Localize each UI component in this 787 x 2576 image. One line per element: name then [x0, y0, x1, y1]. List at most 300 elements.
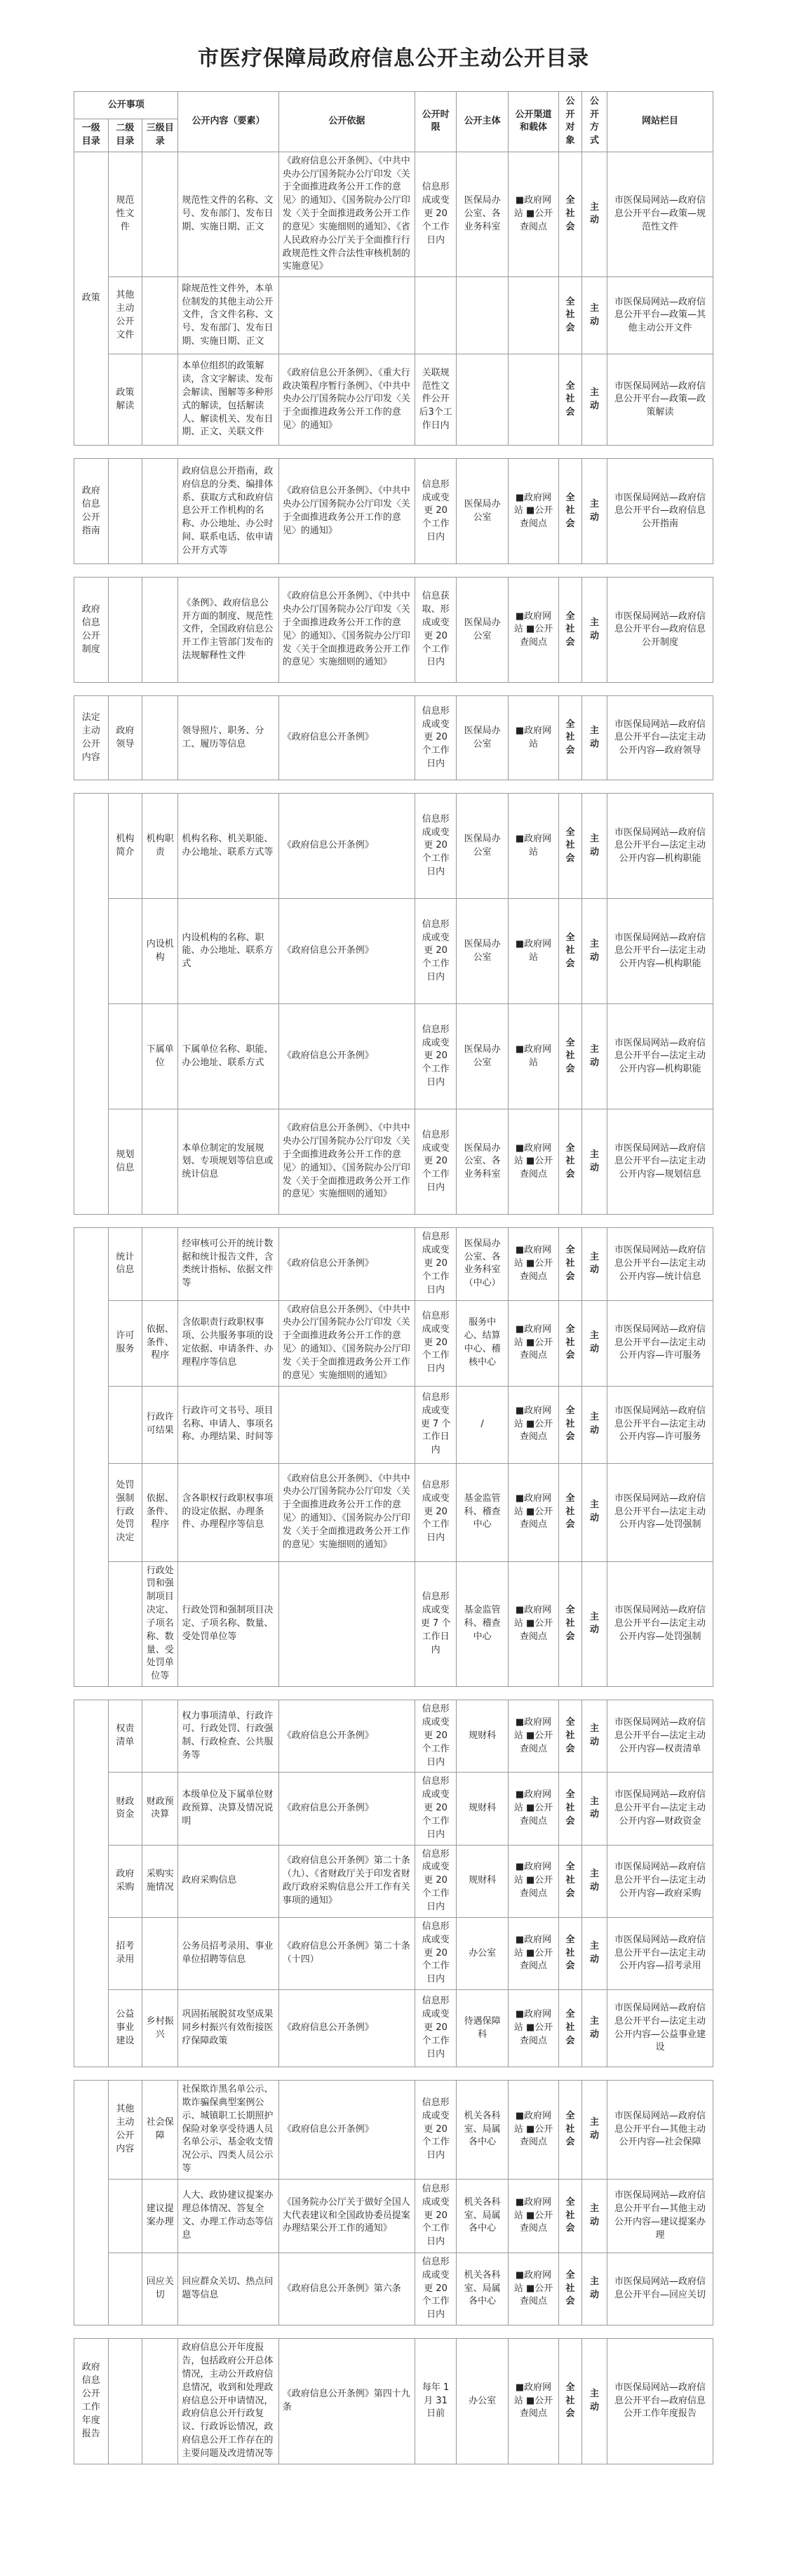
channel-cell: ■政府网站	[509, 794, 559, 899]
mode-cell: 主动	[582, 1990, 607, 2067]
basis-cell: 《政府信息公开条例》	[278, 1773, 415, 1845]
catalog-body	[74, 152, 713, 2464]
subject-cell: 服务中心、结算中心、稽核中心	[457, 1300, 509, 1386]
column-cell: 市医保局网站—政府信息公开平台—政府信息公开工作年度报告	[607, 2339, 713, 2464]
time-limit-cell: 信息形成或变更 20 个工作日内	[415, 899, 457, 1004]
level3-cell: 内设机构	[142, 899, 178, 1004]
level1-cell: 政策	[74, 152, 109, 446]
column-cell: 市医保局网站—政府信息公开平台—回应关切	[607, 2253, 713, 2325]
header-time-limit: 公开时限	[415, 92, 457, 152]
table-row	[74, 1561, 713, 1687]
table-row	[74, 277, 713, 354]
level1-cell: 政府信息公开指南	[74, 459, 109, 564]
basis-cell: 《政府信息公开条例》、《中共中央办公厅国务院办公厅印发〈关于全面推进政务公开工作的意见〉的通知》、《国务院办公厅印发〈关于全面推进政务公开工作的意见〉实施细则的通知》	[278, 1300, 415, 1386]
level1-cell	[74, 794, 109, 1215]
subject-cell: 医保局办公室	[457, 794, 509, 899]
time-limit-cell: 信息形成或变更 20 个工作日内	[415, 1463, 457, 1561]
level2-cell	[108, 899, 142, 1004]
column-cell: 市医保局网站—政府信息公开平台—法定主动公开内容—处罚强制	[607, 1463, 713, 1561]
level2-cell: 其他主动公开内容	[108, 2081, 142, 2180]
basis-cell: 《政府信息公开条例》第六条	[278, 2253, 415, 2325]
target-cell: 全社会	[558, 1773, 581, 1845]
mode-cell: 主动	[582, 2081, 607, 2180]
header-content: 公开内容（要素）	[178, 92, 278, 152]
subject-cell: 医保局办公室	[457, 696, 509, 780]
basis-cell: 《政府信息公开条例》	[278, 1004, 415, 1109]
table-row	[74, 1386, 713, 1463]
channel-cell: ■政府网站 ■公开查阅点	[509, 578, 559, 683]
time-limit-cell: 信息形成或变更 20 个工作日内	[415, 1004, 457, 1109]
table-row	[74, 1004, 713, 1109]
subject-cell: 医保局办公室	[457, 1004, 509, 1109]
target-cell: 全社会	[558, 1004, 581, 1109]
time-limit-cell: 信息形成或变更 20 个工作日内	[415, 696, 457, 780]
mode-cell: 主动	[582, 152, 607, 277]
level2-cell: 公益事业建设	[108, 1990, 142, 2067]
header-column: 网站栏目	[607, 92, 713, 152]
subject-cell: 医保局办公室	[457, 578, 509, 683]
content-cell: 人大、政协建议提案办理总体情况、答复全文、办理工作动态等信息	[178, 2179, 278, 2253]
level2-cell	[108, 2339, 142, 2464]
level3-cell	[142, 354, 178, 446]
subject-cell: 医保局办公室、各业务科室	[457, 152, 509, 277]
mode-cell: 主动	[582, 578, 607, 683]
subject-cell: 医保局办公室	[457, 459, 509, 564]
separator-cell	[74, 564, 713, 578]
basis-cell: 《政府信息公开条例》	[278, 899, 415, 1004]
section-separator	[74, 446, 713, 459]
level2-cell	[108, 2253, 142, 2325]
subject-cell: 机关各科室、局属各中心	[457, 2253, 509, 2325]
subject-cell: 医保局办公室、各业务科室	[457, 1109, 509, 1215]
basis-cell: 《政府信息公开条例》第二十条（九）、《省财政厅关于印发省财政厅政府采购信息公开工作有关事项的通知》	[278, 1845, 415, 1917]
content-cell: 本级单位及下属单位财政预算、决算及情况说明	[178, 1773, 278, 1845]
time-limit-cell: 信息形成或变更 20 个工作日内	[415, 1228, 457, 1300]
level3-cell: 下属单位	[142, 1004, 178, 1109]
mode-cell: 主动	[582, 1386, 607, 1463]
level3-cell	[142, 2339, 178, 2464]
time-limit-cell: 信息形成或变更 7 个工作日内	[415, 1386, 457, 1463]
level2-cell: 许可服务	[108, 1300, 142, 1386]
time-limit-cell: 信息形成或变更 20 个工作日内	[415, 1700, 457, 1773]
table-row	[74, 578, 713, 683]
basis-cell: 《政府信息公开条例》第二十条（十四）	[278, 1917, 415, 1989]
level1-cell: 法定主动公开内容	[74, 696, 109, 780]
channel-cell: ■政府网站 ■公开查阅点	[509, 1561, 559, 1687]
content-cell: 行政许可文书号、项目名称、申请人、事项名称、办理结果、时间等	[178, 1386, 278, 1463]
basis-cell: 《政府信息公开条例》	[278, 794, 415, 899]
level1-cell: 政府信息公开工作年度报告	[74, 2339, 109, 2464]
target-cell: 全社会	[558, 1845, 581, 1917]
level3-cell: 回应关切	[142, 2253, 178, 2325]
page-title: 市医疗保障局政府信息公开主动公开目录	[198, 46, 589, 71]
table-row	[74, 459, 713, 564]
basis-cell: 《政府信息公开条例》、《中共中央办公厅国务院办公厅印发〈关于全面推进政务公开工作的意见〉的通知》、《国务院办公厅印发〈关于全面推进政务公开工作的意见〉实施细则的通知》	[278, 1463, 415, 1561]
level2-cell: 其他主动公开文件	[108, 277, 142, 354]
mode-cell: 主动	[582, 1561, 607, 1687]
level2-cell	[108, 459, 142, 564]
table-row	[74, 2253, 713, 2325]
content-cell: 政府采购信息	[178, 1845, 278, 1917]
time-limit-cell: 信息形成或变更 20 个工作日内	[415, 1773, 457, 1845]
level3-cell: 机构职责	[142, 794, 178, 899]
header-level2: 二级目录	[108, 119, 142, 152]
target-cell: 全社会	[558, 1917, 581, 1989]
content-cell: 公务员招考录用、事业单位招聘等信息	[178, 1917, 278, 1989]
column-cell: 市医保局网站—政府信息公开平台—其他主动公开内容—社会保障	[607, 2081, 713, 2180]
column-cell: 市医保局网站—政府信息公开平台—法定主动公开内容—机构职能	[607, 899, 713, 1004]
level1-cell	[74, 1228, 109, 1687]
column-cell: 市医保局网站—政府信息公开平台—法定主动公开内容—处罚强制	[607, 1561, 713, 1687]
target-cell: 全社会	[558, 696, 581, 780]
basis-cell	[278, 1561, 415, 1687]
mode-cell: 主动	[582, 1773, 607, 1845]
mode-cell: 主动	[582, 1004, 607, 1109]
time-limit-cell: 信息形成或变更 20 个工作日内	[415, 1917, 457, 1989]
column-cell: 市医保局网站—政府信息公开平台—法定主动公开内容—招考录用	[607, 1917, 713, 1989]
target-cell: 全社会	[558, 899, 581, 1004]
column-cell: 市医保局网站—政府信息公开平台—法定主动公开内容—机构职能	[607, 1004, 713, 1109]
column-cell: 市医保局网站—政府信息公开平台—法定主动公开内容—政府领导	[607, 696, 713, 780]
column-cell: 市医保局网站—政府信息公开平台—政策—其他主动公开文件	[607, 277, 713, 354]
subject-cell	[457, 354, 509, 446]
basis-cell	[278, 1386, 415, 1463]
content-cell: 本单位组织的政策解读，含文字解读、发布会解读、图解等多种形式的解读，包括解读人、解读机关、发布日期、正文、关联文件	[178, 354, 278, 446]
level2-cell: 财政资金	[108, 1773, 142, 1845]
mode-cell: 主动	[582, 1845, 607, 1917]
level2-cell: 权责清单	[108, 1700, 142, 1773]
time-limit-cell: 信息形成或变更 20 个工作日内	[415, 1300, 457, 1386]
column-cell: 市医保局网站—政府信息公开平台—法定主动公开内容—统计信息	[607, 1228, 713, 1300]
time-limit-cell: 信息形成或变更 20 个工作日内	[415, 152, 457, 277]
mode-cell: 主动	[582, 354, 607, 446]
separator-cell	[74, 1687, 713, 1700]
subject-cell: 医保局办公室、各业务科室（中心）	[457, 1228, 509, 1300]
level3-cell	[142, 578, 178, 683]
content-cell: 内设机构的名称、职能、办公地址、联系方式	[178, 899, 278, 1004]
target-cell: 全社会	[558, 1228, 581, 1300]
column-cell: 市医保局网站—政府信息公开平台—法定主动公开内容—财政资金	[607, 1773, 713, 1845]
subject-cell: 医保局办公室	[457, 899, 509, 1004]
column-cell: 市医保局网站—政府信息公开平台—政府信息公开制度	[607, 578, 713, 683]
header-mode: 公开方式	[582, 92, 607, 152]
subject-cell: /	[457, 1386, 509, 1463]
target-cell: 全社会	[558, 1109, 581, 1215]
column-cell: 市医保局网站—政府信息公开平台—法定主动公开内容—机构职能	[607, 794, 713, 899]
channel-cell: ■政府网站	[509, 1004, 559, 1109]
content-cell: 社保欺诈黑名单公示、欺诈骗保典型案例公示、城镇职工长期照护保险对象享受待遇人员名单公示、基金收支情况公示、四类人员公示等	[178, 2081, 278, 2180]
table-row	[74, 152, 713, 277]
level3-cell: 财政预决算	[142, 1773, 178, 1845]
header-target: 公开对象	[558, 92, 581, 152]
channel-cell: ■政府网站 ■公开查阅点	[509, 1386, 559, 1463]
channel-cell: ■政府网站 ■公开查阅点	[509, 2179, 559, 2253]
level2-cell	[108, 1386, 142, 1463]
target-cell: 全社会	[558, 794, 581, 899]
content-cell: 行政处罚和强制项目决定、子项名称、数量、受处罚单位等	[178, 1561, 278, 1687]
table-row	[74, 1700, 713, 1773]
basis-cell	[278, 277, 415, 354]
level2-cell	[108, 1561, 142, 1687]
separator-cell	[74, 780, 713, 794]
content-cell: 领导照片、职务、分工、履历等信息	[178, 696, 278, 780]
section-separator	[74, 2325, 713, 2339]
mode-cell: 主动	[582, 1109, 607, 1215]
mode-cell: 主动	[582, 1228, 607, 1300]
content-cell: 经审核可公开的统计数据和统计报告文件，含类统计指标、依据文件等	[178, 1228, 278, 1300]
basis-cell: 《政府信息公开条例》、《重大行政决策程序暂行条例》、《中共中央办公厅国务院办公厅印发〈关于全面推进政务公开工作的意见〉的通知》	[278, 354, 415, 446]
disclosure-catalog-table	[74, 91, 713, 2464]
level3-cell	[142, 1700, 178, 1773]
mode-cell: 主动	[582, 2339, 607, 2464]
section-separator	[74, 1215, 713, 1228]
column-cell: 市医保局网站—政府信息公开平台—其他主动公开内容—建议提案办理	[607, 2179, 713, 2253]
level2-cell: 政府领导	[108, 696, 142, 780]
separator-cell	[74, 446, 713, 459]
channel-cell: ■政府网站 ■公开查阅点	[509, 1228, 559, 1300]
target-cell: 全社会	[558, 1561, 581, 1687]
level3-cell	[142, 152, 178, 277]
level3-cell	[142, 1228, 178, 1300]
column-cell: 市医保局网站—政府信息公开平台—法定主动公开内容—许可服务	[607, 1300, 713, 1386]
target-cell: 全社会	[558, 2081, 581, 2180]
level1-cell	[74, 1700, 109, 2067]
level2-cell	[108, 2179, 142, 2253]
level2-cell: 处罚强制行政处罚决定	[108, 1463, 142, 1561]
subject-cell: 规财科	[457, 1773, 509, 1845]
channel-cell	[509, 354, 559, 446]
table-row	[74, 1917, 713, 1989]
separator-cell	[74, 2067, 713, 2081]
target-cell: 全社会	[558, 459, 581, 564]
level1-cell	[74, 2081, 109, 2325]
basis-cell: 《政府信息公开条例》	[278, 1228, 415, 1300]
content-cell: 政府信息公开指南，政府信息的分类、编排体系、获取方式和政府信息公开工作机构的名称、办公地址、办公时间、联系电话、依申请公开方式等	[178, 459, 278, 564]
channel-cell: ■政府网站	[509, 696, 559, 780]
subject-cell: 基金监管科、稽查中心	[457, 1561, 509, 1687]
column-cell: 市医保局网站—政府信息公开平台—法定主动公开内容—许可服务	[607, 1386, 713, 1463]
target-cell: 全社会	[558, 1300, 581, 1386]
column-cell: 市医保局网站—政府信息公开平台—政策—政策解读	[607, 354, 713, 446]
content-cell: 权力事项清单、行政许可、行政处罚、行政强制、行政检查、公共服务等	[178, 1700, 278, 1773]
basis-cell: 《政府信息公开条例》	[278, 696, 415, 780]
level3-cell: 采购实施情况	[142, 1845, 178, 1917]
table-row	[74, 1463, 713, 1561]
time-limit-cell: 信息形成或变更 20 个工作日内	[415, 459, 457, 564]
basis-cell: 《政府信息公开条例》第四十九条	[278, 2339, 415, 2464]
table-row	[74, 2339, 713, 2464]
table-row	[74, 794, 713, 899]
level3-cell	[142, 696, 178, 780]
mode-cell: 主动	[582, 1463, 607, 1561]
mode-cell: 主动	[582, 1300, 607, 1386]
target-cell: 全社会	[558, 1990, 581, 2067]
column-cell: 市医保局网站—政府信息公开平台—法定主动公开内容—规划信息	[607, 1109, 713, 1215]
target-cell: 全社会	[558, 2253, 581, 2325]
column-cell: 市医保局网站—政府信息公开平台—法定主动公开内容—政府采购	[607, 1845, 713, 1917]
level3-cell: 社会保障	[142, 2081, 178, 2180]
content-cell: 下属单位名称、职能、办公地址、联系方式	[178, 1004, 278, 1109]
basis-cell: 《国务院办公厅关于做好全国人大代表建议和全国政协委员提案办理结果公开工作的通知》	[278, 2179, 415, 2253]
target-cell: 全社会	[558, 578, 581, 683]
level3-cell	[142, 1917, 178, 1989]
content-cell: 《条例》、政府信息公开方面的制度、规范性文件，全国政府信息公开工作主管部门发布的法规解释性文件	[178, 578, 278, 683]
level2-cell	[108, 1004, 142, 1109]
channel-cell: ■政府网站 ■公开查阅点	[509, 2253, 559, 2325]
table-row	[74, 1845, 713, 1917]
column-cell: 市医保局网站—政府信息公开平台—政府信息公开指南	[607, 459, 713, 564]
subject-cell: 机关各科室、局属各中心	[457, 2179, 509, 2253]
level2-cell	[108, 578, 142, 683]
column-cell: 市医保局网站—政府信息公开平台—法定主动公开内容—公益事业建设	[607, 1990, 713, 2067]
level3-cell: 行政许可结果	[142, 1386, 178, 1463]
channel-cell: ■政府网站 ■公开查阅点	[509, 459, 559, 564]
level2-cell: 政策解读	[108, 354, 142, 446]
channel-cell: ■政府网站 ■公开查阅点	[509, 1917, 559, 1989]
separator-cell	[74, 2325, 713, 2339]
channel-cell: ■政府网站	[509, 899, 559, 1004]
table-row	[74, 1228, 713, 1300]
level3-cell: 建议提案办理	[142, 2179, 178, 2253]
time-limit-cell	[415, 277, 457, 354]
subject-cell	[457, 277, 509, 354]
subject-cell: 待遇保障科	[457, 1990, 509, 2067]
content-cell: 含各职权行政职权事项的设定依据、办理条件、办理程序等信息	[178, 1463, 278, 1561]
section-separator	[74, 1687, 713, 1700]
channel-cell: ■政府网站 ■公开查阅点	[509, 1109, 559, 1215]
column-cell: 市医保局网站—政府信息公开平台—政策—规范性文件	[607, 152, 713, 277]
content-cell: 含依职责行政职权事项、公共服务事项的设定依据、申请条件、办理程序等信息	[178, 1300, 278, 1386]
content-cell: 政府信息公开年度报告，包括政府公开总体情况，主动公开政府信息情况，收到和处理政府信息公开申请情况，政府信息公开行政复议、行政诉讼情况，政府信息公开工作存在的主要问题及改进情况等	[178, 2339, 278, 2464]
section-separator	[74, 564, 713, 578]
channel-cell: ■政府网站 ■公开查阅点	[509, 1845, 559, 1917]
time-limit-cell: 信息形成或变更 20 个工作日内	[415, 1109, 457, 1215]
content-cell: 本单位制定的发展规划、专项规划等信息或统计信息	[178, 1109, 278, 1215]
time-limit-cell: 每年 1 月 31 日前	[415, 2339, 457, 2464]
level2-cell: 政府采购	[108, 1845, 142, 1917]
time-limit-cell: 信息形成或变更 20 个工作日内	[415, 1990, 457, 2067]
subject-cell: 办公室	[457, 2339, 509, 2464]
time-limit-cell: 信息形成或变更 20 个工作日内	[415, 1845, 457, 1917]
time-limit-cell: 信息形成或变更 20 个工作日内	[415, 2081, 457, 2180]
header-public-item: 公开事项	[74, 92, 178, 119]
content-cell: 巩固拓展脱贫攻坚成果同乡村振兴有效衔接医疗保障政策	[178, 1990, 278, 2067]
content-cell: 规范性文件的名称、文号、发布部门、发布日期、实施日期、正文	[178, 152, 278, 277]
channel-cell: ■政府网站 ■公开查阅点	[509, 1463, 559, 1561]
subject-cell: 规财科	[457, 1700, 509, 1773]
table-row	[74, 2081, 713, 2180]
mode-cell: 主动	[582, 794, 607, 899]
level3-cell: 行政处罚和强制项目决定、子项名称、数量、受处罚单位等	[142, 1561, 178, 1687]
table-row	[74, 1773, 713, 1845]
mode-cell: 主动	[582, 2179, 607, 2253]
mode-cell: 主动	[582, 459, 607, 564]
time-limit-cell: 信息形成或变更 7 个工作日内	[415, 1561, 457, 1687]
subject-cell: 规财科	[457, 1845, 509, 1917]
mode-cell: 主动	[582, 2253, 607, 2325]
separator-cell	[74, 1215, 713, 1228]
level3-cell: 乡村振兴	[142, 1990, 178, 2067]
time-limit-cell: 关联规范性文件公开后3个工作日内	[415, 354, 457, 446]
basis-cell: 《政府信息公开条例》、《中共中央办公厅国务院办公厅印发〈关于全面推进政务公开工作的意见〉的通知》	[278, 459, 415, 564]
level3-cell: 依据、条件、程序	[142, 1463, 178, 1561]
header-level3: 三级目录	[142, 119, 178, 152]
section-separator	[74, 2067, 713, 2081]
basis-cell: 《政府信息公开条例》、《中共中央办公厅国务院办公厅印发〈关于全面推进政务公开工作的意见〉的通知》、《国务院办公厅印发〈关于全面推进政务公开工作的意见〉实施细则的通知》	[278, 578, 415, 683]
table-row	[74, 354, 713, 446]
mode-cell: 主动	[582, 696, 607, 780]
level3-cell	[142, 1109, 178, 1215]
column-cell: 市医保局网站—政府信息公开平台—法定主动公开内容—权责清单	[607, 1700, 713, 1773]
target-cell: 全社会	[558, 2179, 581, 2253]
target-cell: 全社会	[558, 1386, 581, 1463]
channel-cell: ■政府网站 ■公开查阅点	[509, 1700, 559, 1773]
table-row	[74, 696, 713, 780]
time-limit-cell: 信息形成或变更 20 个工作日内	[415, 794, 457, 899]
channel-cell: ■政府网站 ■公开查阅点	[509, 2339, 559, 2464]
table-row	[74, 1990, 713, 2067]
header-basis: 公开依据	[278, 92, 415, 152]
table-row	[74, 1109, 713, 1215]
basis-cell: 《政府信息公开条例》	[278, 1700, 415, 1773]
table-row	[74, 2179, 713, 2253]
mode-cell: 主动	[582, 1917, 607, 1989]
channel-cell: ■政府网站 ■公开查阅点	[509, 1773, 559, 1845]
level2-cell: 规范性文件	[108, 152, 142, 277]
subject-cell: 办公室	[457, 1917, 509, 1989]
time-limit-cell: 信息形成或变更 20 个工作日内	[415, 2179, 457, 2253]
time-limit-cell: 信息获取、形成或变更 20 个工作日内	[415, 578, 457, 683]
channel-cell: ■政府网站 ■公开查阅点	[509, 2081, 559, 2180]
mode-cell: 主动	[582, 899, 607, 1004]
level3-cell	[142, 277, 178, 354]
mode-cell: 主动	[582, 277, 607, 354]
content-cell: 除规范性文件外，本单位制发的其他主动公开文件，含文件名称、文号、发布部门、发布日期、实施日期、正文	[178, 277, 278, 354]
target-cell: 全社会	[558, 152, 581, 277]
mode-cell: 主动	[582, 1700, 607, 1773]
target-cell: 全社会	[558, 2339, 581, 2464]
content-cell: 机构名称、机关职能、办公地址、联系方式等	[178, 794, 278, 899]
level2-cell: 机构简介	[108, 794, 142, 899]
header-subject: 公开主体	[457, 92, 509, 152]
time-limit-cell: 信息形成或变更 20 个工作日内	[415, 2253, 457, 2325]
content-cell: 回应群众关切、热点问题等信息	[178, 2253, 278, 2325]
subject-cell: 机关各科室、局属各中心	[457, 2081, 509, 2180]
header-level1: 一级目录	[74, 119, 109, 152]
section-separator	[74, 683, 713, 696]
target-cell: 全社会	[558, 1700, 581, 1773]
level2-cell: 规划信息	[108, 1109, 142, 1215]
channel-cell: ■政府网站 ■公开查阅点	[509, 1300, 559, 1386]
level3-cell: 依据、条件、程序	[142, 1300, 178, 1386]
basis-cell: 《政府信息公开条例》、《中共中央办公厅国务院办公厅印发〈关于全面推进政务公开工作的意见〉的通知》、《国务院办公厅印发〈关于全面推进政务公开工作的意见〉实施细则的通知》	[278, 1109, 415, 1215]
basis-cell: 《政府信息公开条例》	[278, 2081, 415, 2180]
target-cell: 全社会	[558, 277, 581, 354]
separator-cell	[74, 683, 713, 696]
channel-cell: ■政府网站 ■公开查阅点	[509, 1990, 559, 2067]
level3-cell	[142, 459, 178, 564]
section-separator	[74, 780, 713, 794]
channel-cell: ■政府网站 ■公开查阅点	[509, 152, 559, 277]
basis-cell: 《政府信息公开条例》、《中共中央办公厅国务院办公厅印发〈关于全面推进政务公开工作的意见〉的通知》、《国务院办公厅印发〈关于全面推进政务公开工作的意见〉实施细则的通知》、《省人民政府办公厅关于全面推行行政规范性文件合法性审核机制的实施意见》	[278, 152, 415, 277]
table-row	[74, 1300, 713, 1386]
basis-cell: 《政府信息公开条例》	[278, 1990, 415, 2067]
target-cell: 全社会	[558, 1463, 581, 1561]
header-channel: 公开渠道和载体	[509, 92, 559, 152]
subject-cell: 基金监管科、稽查中心	[457, 1463, 509, 1561]
level2-cell: 统计信息	[108, 1228, 142, 1300]
level2-cell: 招考录用	[108, 1917, 142, 1989]
